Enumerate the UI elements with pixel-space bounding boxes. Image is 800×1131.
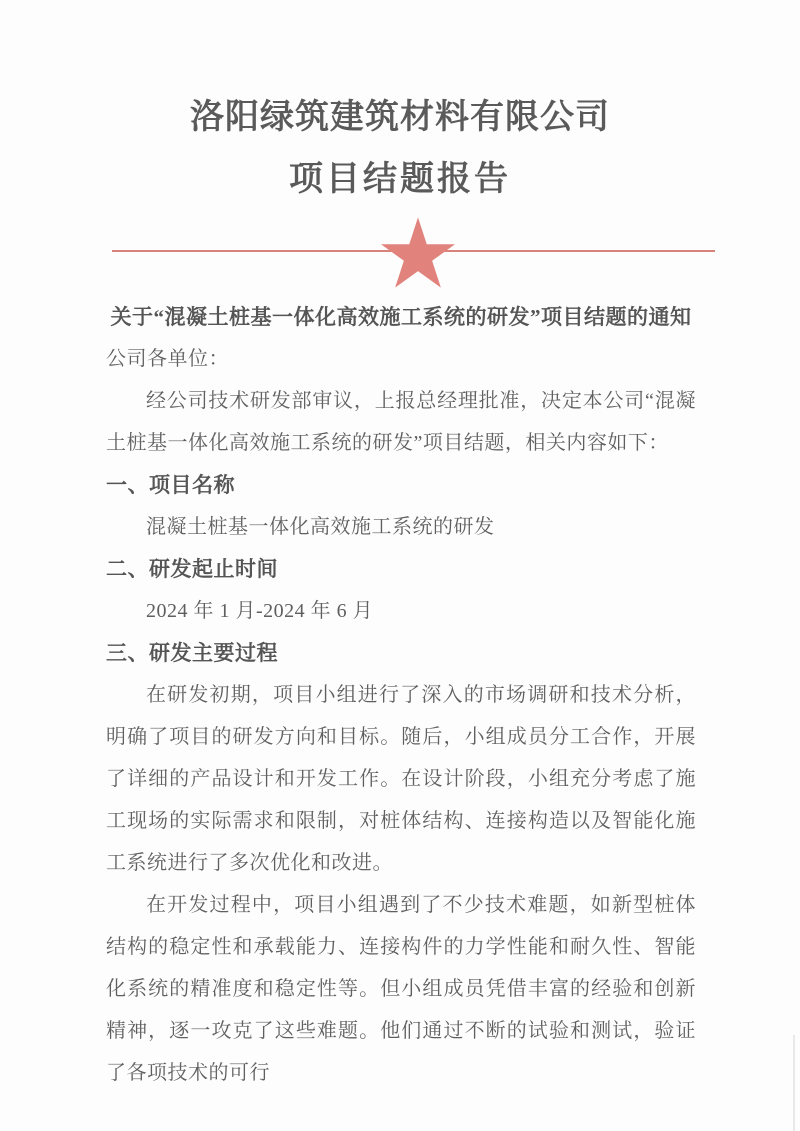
salutation: 公司各单位：	[106, 348, 229, 370]
section-2-content: 2024 年 1 月-2024 年 6 月	[146, 600, 374, 622]
section-3-paragraph-1: 在研发初期，项目小组进行了深入的市场调研和技术分析，明确了项目的研发方向和目标。随后，小组成员分工合作，开展了详细的产品设计和开发工作。在设计阶段，小组充分考虑了施工现场的实际需求和限制，对桩体结构、连接构造以及智能化施工系统进行了多次优化和改进。	[106, 684, 696, 874]
report-title: 项目结题报告	[289, 161, 511, 198]
title-block	[0, 98, 800, 200]
company-title: 洛阳绿筑建筑材料有限公司	[190, 99, 610, 136]
section-2-heading: 二、研发起止时间	[106, 557, 278, 581]
scan-edge-artifact	[793, 1035, 795, 1131]
section-3-paragraph-2: 在开发过程中，项目小组遇到了不少技术难题，如新型桩体结构的稳定性和承载能力、连接构件的力学性能和耐久性、智能化系统的精准度和稳定性等。但小组成员凭借丰富的经验和创新精神，逐一攻克了这些难题。他们通过不断的试验和测试，验证了各项技术的可行	[106, 894, 696, 1084]
section-1-content: 混凝土桩基一体化高效施工系统的研发	[146, 516, 495, 538]
notice-heading: 关于“混凝土桩基一体化高效施工系统的研发”项目结题的通知	[110, 305, 692, 329]
section-1-heading: 一、项目名称	[106, 473, 235, 497]
star-icon	[381, 217, 455, 288]
section-3-heading: 三、研发主要过程	[106, 641, 278, 665]
intro-paragraph: 经公司技术研发部审议，上报总经理批准，决定本公司“混凝土桩基一体化高效施工系统的研发”项目结题，相关内容如下：	[106, 390, 696, 454]
document-body	[106, 296, 696, 1094]
